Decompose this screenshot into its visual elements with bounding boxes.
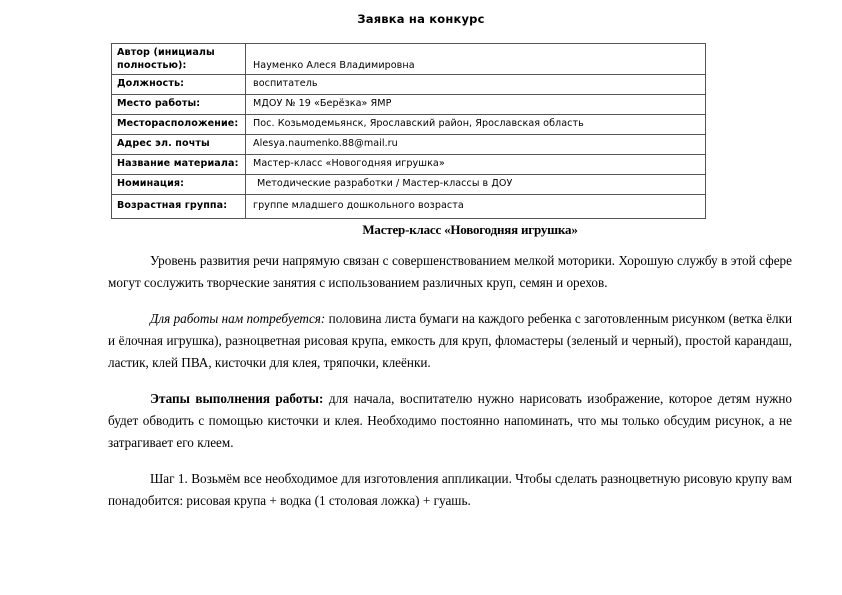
paragraph-step-1	[108, 468, 792, 512]
paragraph-materials	[108, 308, 792, 374]
row-value-email: Alesya.naumenko.88@mail.ru	[246, 135, 706, 155]
paragraph-intro-text: Уровень развития речи напрямую связан с совершенствованием мелкой моторики. Хорошую службу в этой сфере могут сослужить творческие занятия с использованием различных круп, семян и орехов.	[108, 253, 792, 290]
row-label-workplace: Место работы:	[112, 95, 246, 115]
row-label-nomination: Номинация:	[112, 175, 246, 195]
paragraph-intro	[108, 250, 792, 294]
row-value-location: Пос. Козьмодемьянск, Ярославский район, Ярославская область	[246, 115, 706, 135]
table-row	[112, 195, 706, 219]
stages-lead-in: Этапы выполнения работы:	[150, 391, 324, 406]
row-value-nomination: Методические разработки / Мастер-классы в ДОУ	[246, 175, 706, 195]
row-value-position: воспитатель	[246, 75, 706, 95]
row-label-material-name: Название материала:	[112, 155, 246, 175]
master-class-body	[108, 250, 792, 512]
row-label-author: Автор (инициалы полностью):	[112, 44, 246, 75]
row-value-author: Науменко Алеся Владимировна	[246, 44, 706, 75]
materials-lead-in: Для работы нам потребуется:	[150, 311, 326, 326]
application-info-table	[111, 43, 706, 219]
row-label-age-group: Возрастная группа:	[112, 195, 246, 219]
master-class-heading: Мастер-класс «Новогодняя игрушка»	[362, 222, 578, 237]
table-row	[112, 44, 706, 75]
materials-body-text: половина листа бумаги на каждого ребенка с заготовленным рисунком (ветка ёлки и ёлочная игрушка), разноцветная рисовая крупа, емкость для круп, фломастеры (зеленый и черный), простой карандаш, ластик, клей ПВА, кисточки для клея, тряпочки, клеёнки.	[108, 311, 792, 370]
table-row	[112, 155, 706, 175]
table-row	[112, 75, 706, 95]
row-label-position: Должность:	[112, 75, 246, 95]
paragraph-stages	[108, 388, 792, 454]
row-value-workplace: МДОУ № 19 «Берёзка» ЯМР	[246, 95, 706, 115]
table-row	[112, 175, 706, 195]
page-title: Заявка на конкурс	[357, 12, 485, 26]
step-1-text: Шаг 1. Возьмём все необходимое для изготовления аппликации. Чтобы сделать разноцветную рисовую крупу вам понадобится: рисовая крупа + водка (1 столовая ложка) + гуашь.	[108, 471, 792, 508]
table-row	[112, 95, 706, 115]
stages-body-text: для начала, воспитателю нужно нарисовать изображение, которое детям нужно будет обводить с помощью кисточки и клея. Необходимо постоянно напоминать, что мы только обсудим рисунок, а не затрагивает его клеем.	[108, 391, 793, 450]
row-value-age-group: группе младшего дошкольного возраста	[246, 195, 706, 219]
row-label-location: Месторасположение:	[112, 115, 246, 135]
table-row	[112, 135, 706, 155]
row-value-material-name: Мастер-класс «Новогодняя игрушка»	[246, 155, 706, 175]
table-row	[112, 115, 706, 135]
row-label-email: Адрес эл. почты	[112, 135, 246, 155]
